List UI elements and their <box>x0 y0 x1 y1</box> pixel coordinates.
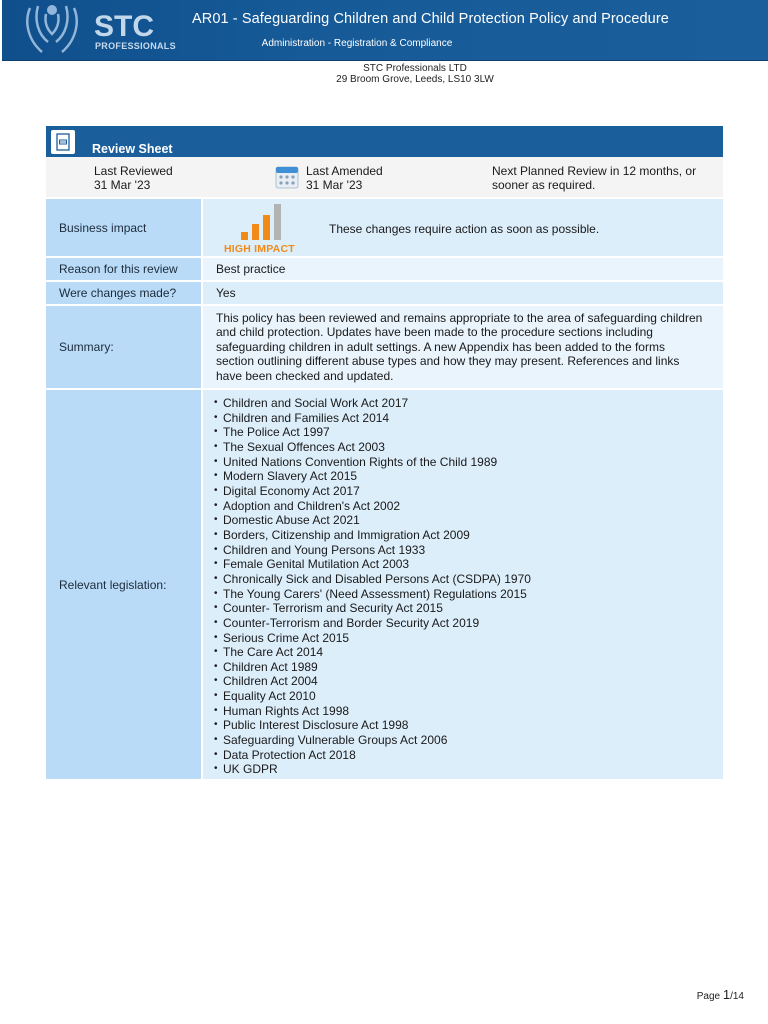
next-review-line-2: sooner as required. <box>492 178 596 192</box>
company-details <box>0 63 768 85</box>
summary-line: safeguarding children in adult settings. A new Appendix has been added to the forms <box>216 339 665 354</box>
legislation-item: • Human Rights Act 1998 <box>214 704 531 719</box>
document-icon <box>51 130 75 154</box>
legislation-item: • Data Protection Act 2018 <box>214 748 531 763</box>
legislation-item: • Counter- Terrorism and Security Act 2015 <box>214 601 531 616</box>
company-logo <box>16 0 176 60</box>
legislation-item: • Serious Crime Act 2015 <box>214 631 531 646</box>
legislation-item: • The Sexual Offences Act 2003 <box>214 440 531 455</box>
impact-description: These changes require action as soon as possible. <box>329 222 600 236</box>
reason-row <box>46 256 723 280</box>
legislation-item: • Counter-Terrorism and Border Security Act 2019 <box>214 616 531 631</box>
review-sheet <box>46 126 723 779</box>
page-total: /14 <box>730 991 744 1002</box>
legislation-item: • Digital Economy Act 2017 <box>214 484 531 499</box>
header-banner <box>2 0 768 61</box>
legislation-item: • Children Act 1989 <box>214 660 531 675</box>
legislation-item: • Adoption and Children's Act 2002 <box>214 499 531 514</box>
legislation-value <box>203 390 723 779</box>
company-name: STC Professionals LTD <box>363 63 467 74</box>
changes-label: Were changes made? <box>46 282 201 304</box>
legislation-item: • UK GDPR <box>214 762 531 777</box>
next-review-line-1: Next Planned Review in 12 months, or <box>492 164 697 178</box>
legislation-item: • Children and Social Work Act 2017 <box>214 396 531 411</box>
changes-row <box>46 280 723 304</box>
impact-level: HIGH IMPACT <box>224 243 295 255</box>
changes-value: Yes <box>203 282 723 304</box>
legislation-item: • The Police Act 1997 <box>214 425 531 440</box>
legislation-label: Relevant legislation: <box>46 390 201 779</box>
business-impact-row <box>46 197 723 256</box>
company-address: 29 Broom Grove, Leeds, LS10 3LW <box>336 74 494 85</box>
business-impact-label: Business impact <box>46 199 201 256</box>
legislation-item: • The Young Carers' (Need Assessment) Regulations 2015 <box>214 587 531 602</box>
summary-label: Summary: <box>46 306 201 388</box>
last-reviewed <box>94 164 173 192</box>
document-title: AR01 - Safeguarding Children and Child Protection Policy and Procedure <box>192 11 669 27</box>
legislation-item: • Children Act 2004 <box>214 674 531 689</box>
document-category: Administration - Registration & Compliance <box>261 38 453 49</box>
review-dates <box>46 157 723 197</box>
last-reviewed-date: 31 Mar '23 <box>94 178 151 192</box>
last-reviewed-label: Last Reviewed <box>94 164 173 178</box>
reason-label: Reason for this review <box>46 258 201 280</box>
page-label: Page <box>696 991 721 1002</box>
business-impact-value <box>203 199 723 256</box>
last-amended-date: 31 Mar '23 <box>306 178 363 192</box>
legislation-item: • Borders, Citizenship and Immigration Act 2009 <box>214 528 531 543</box>
summary-value <box>203 306 723 388</box>
svg-text:PROFESSIONALS: PROFESSIONALS <box>95 41 176 51</box>
summary-line: section outlining different abuse types and how they may present. References and links <box>216 354 680 369</box>
page-number <box>697 987 744 1002</box>
legislation-item: • Modern Slavery Act 2015 <box>214 469 531 484</box>
legislation-item: • Safeguarding Vulnerable Groups Act 2006 <box>214 733 531 748</box>
last-amended-label: Last Amended <box>306 164 383 178</box>
legislation-item: • The Care Act 2014 <box>214 645 531 660</box>
legislation-list <box>214 396 531 777</box>
legislation-item: • Equality Act 2010 <box>214 689 531 704</box>
review-sheet-header <box>46 126 723 157</box>
review-sheet-title: Review Sheet <box>92 142 173 156</box>
summary-line: This policy has been reviewed and remains appropriate to the area of safeguarding children <box>216 310 703 325</box>
legislation-item: • Chronically Sick and Disabled Persons Act (CSDPA) 1970 <box>214 572 531 587</box>
legislation-item: • Domestic Abuse Act 2021 <box>214 513 531 528</box>
page-current: 1 <box>722 987 731 1002</box>
legislation-item: • Children and Young Persons Act 1933 <box>214 543 531 558</box>
bar-chart-icon <box>240 202 284 242</box>
last-amended <box>306 164 383 192</box>
next-review <box>492 164 696 192</box>
summary-line: and child protection. Updates have been made to the procedure sections including <box>216 325 653 340</box>
legislation-item: • Female Genital Mutilation Act 2003 <box>214 557 531 572</box>
legislation-item: • Children and Families Act 2014 <box>214 411 531 426</box>
calendar-icon <box>275 165 299 189</box>
legislation-item: • Public Interest Disclosure Act 1998 <box>214 718 531 733</box>
legislation-item: • United Nations Convention Rights of the Child 1989 <box>214 455 531 470</box>
svg-text:STC: STC <box>94 10 154 43</box>
reason-value: Best practice <box>203 258 723 280</box>
summary-row <box>46 304 723 388</box>
legislation-row <box>46 388 723 779</box>
summary-line: have been checked and updated. <box>216 368 394 383</box>
